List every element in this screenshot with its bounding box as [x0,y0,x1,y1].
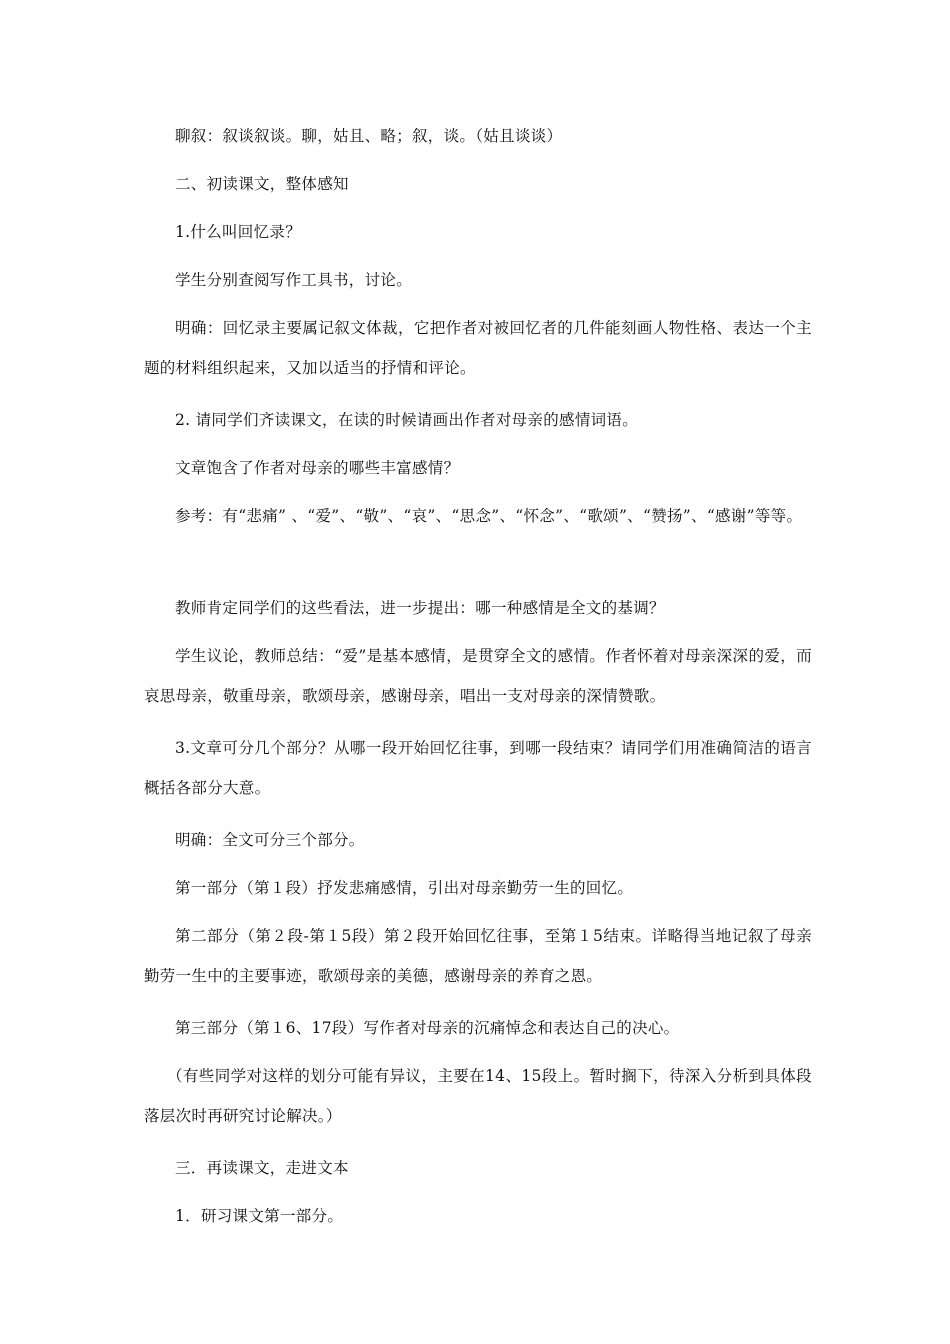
paragraph-three-parts: 明确：全文可分三个部分。 [175,831,365,849]
question-2: 2. 请同学们齐读课文，在读的时候请画出作者对母亲的感情词语。 [175,411,639,429]
item-1-study-part-one: 1．研习课文第一部分。 [175,1207,344,1225]
paragraph-part-two: 第二部分（第２段-第１5段）第２段开始回忆往事，至第１5结束。详略得当地记叙了母亲勤劳一生中的主要事迹，歌颂母亲的美德，感谢母亲的养育之恩。 [144,927,812,985]
paragraph-vocab-liaoxu: 聊叙：叙谈叙谈。聊，姑且、略；叙，谈。（姑且谈谈） [175,127,563,145]
paragraph-reference-answer: 参考：有“悲痛” 、“爱”、“敬”、“哀”、“思念”、“怀念”、“歌颂”、“赞扬”、“感谢”等等。 [175,507,803,525]
question-3: 3.文章可分几个部分？从哪一段开始回忆往事，到哪一段结束？请同学们用准确简洁的语言概括各部分大意。 [144,739,812,797]
paragraph-part-three: 第三部分（第１6、17段）写作者对母亲的沉痛悼念和表达自己的决心。 [175,1019,680,1037]
paragraph-part-one: 第一部分（第１段）抒发悲痛感情，引出对母亲勤劳一生的回忆。 [175,879,634,897]
section-heading-2: 二、初读课文，整体感知 [175,175,349,193]
paragraph-definition-memoir: 明确：回忆录主要属记叙文体裁，它把作者对被回忆者的几件能刻画人物性格、表达一个主题的材料组织起来，又加以适当的抒情和评论。 [144,319,812,377]
paragraph-student-activity: 学生分别查阅写作工具书，讨论。 [175,271,413,289]
paragraph-note-division: （有些同学对这样的划分可能有异议，主要在14、15段上。暂时搁下，待深入分析到具体段落层次时再研究讨论解决。） [144,1067,812,1125]
section-heading-3: 三．再读课文，走进文本 [175,1159,349,1177]
paragraph-teacher-prompt: 教师肯定同学们的这些看法，进一步提出：哪一种感情是全文的基调？ [175,599,665,617]
question-1: 1.什么叫回忆录？ [175,223,301,241]
paragraph-question-emotions: 文章饱含了作者对母亲的哪些丰富感情？ [175,459,460,477]
paragraph-teacher-summary: 学生议论，教师总结：“爱”是基本感情，是贯穿全文的感情。作者怀着对母亲深深的爱，而哀思母亲，敬重母亲，歌颂母亲，感谢母亲，唱出一支对母亲的深情赞歌。 [144,647,812,705]
